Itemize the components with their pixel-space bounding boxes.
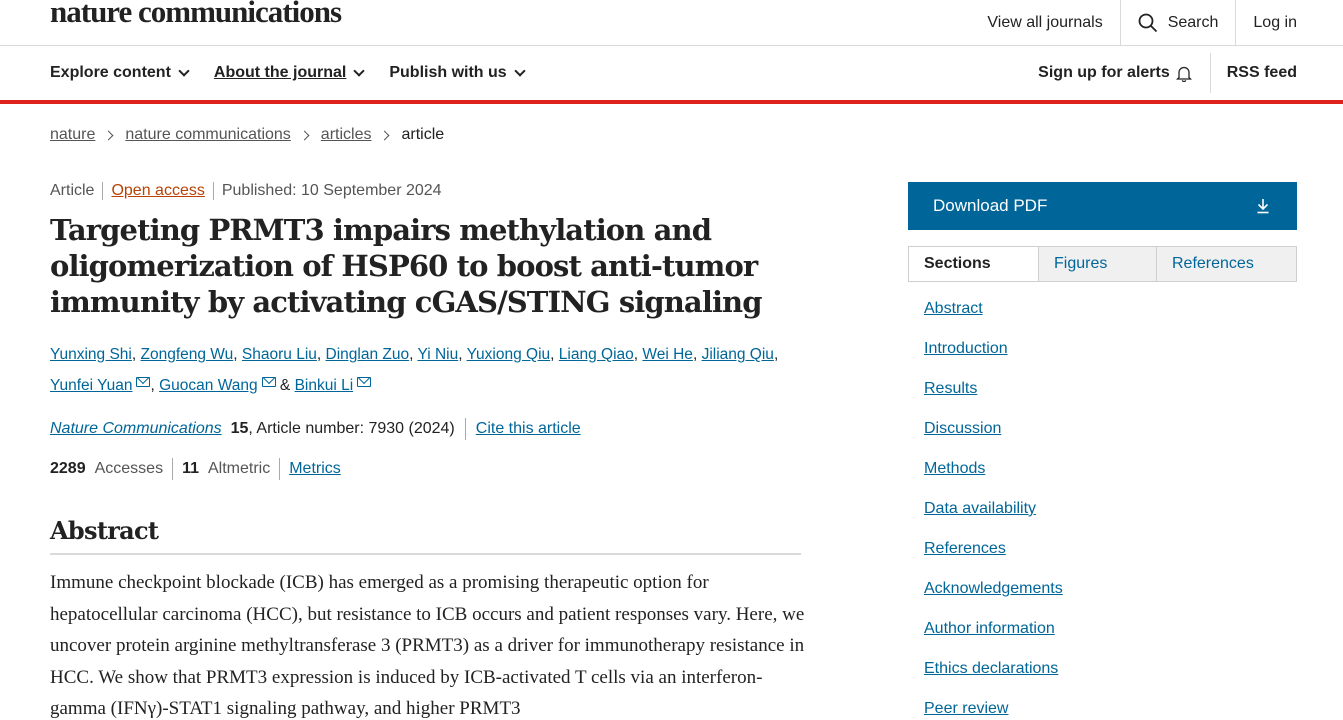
- section-link-abstract[interactable]: Abstract: [924, 300, 983, 317]
- login-link[interactable]: Log in: [1235, 0, 1343, 45]
- chevron-right-icon: [104, 130, 114, 140]
- section-link-results[interactable]: Results: [924, 380, 978, 397]
- author-link[interactable]: Dinglan Zuo: [325, 346, 410, 363]
- chevron-down-icon: [354, 65, 365, 76]
- author-link[interactable]: Zongfeng Wu: [140, 346, 234, 363]
- breadcrumb: [50, 126, 444, 144]
- divider: [172, 458, 173, 480]
- sidebar-tabs: [908, 246, 1297, 282]
- list-item: [924, 300, 1063, 340]
- metrics-link[interactable]: Metrics: [289, 460, 341, 477]
- author-link[interactable]: Shaoru Liu: [241, 346, 317, 363]
- list-item: [924, 700, 1063, 720]
- nav-publish-with-us[interactable]: [389, 64, 523, 82]
- chevron-down-icon: [514, 65, 525, 76]
- accesses-label: Accesses: [94, 460, 164, 477]
- mail-icon[interactable]: [357, 377, 371, 387]
- tab-sections[interactable]: Sections: [909, 247, 1038, 281]
- nav-label: About the journal: [213, 64, 347, 81]
- journal-link[interactable]: Nature Communications: [50, 420, 222, 437]
- section-link-author-information[interactable]: Author information: [924, 620, 1055, 637]
- view-all-journals-link[interactable]: View all journals: [987, 13, 1103, 31]
- section-link-introduction[interactable]: Introduction: [924, 340, 1008, 357]
- nav-right-links: [1038, 46, 1297, 100]
- chevron-right-icon: [299, 130, 309, 140]
- list-item: [924, 540, 1063, 580]
- author-link[interactable]: Binkui Li: [294, 377, 354, 394]
- list-item: [924, 340, 1063, 380]
- abstract-heading: Abstract: [50, 516, 801, 555]
- list-item: [924, 660, 1063, 700]
- chevron-right-icon: [380, 130, 390, 140]
- list-item: [924, 380, 1063, 420]
- author-link[interactable]: Yuxiong Qiu: [466, 346, 551, 363]
- section-link-discussion[interactable]: Discussion: [924, 420, 1002, 437]
- section-link-methods[interactable]: Methods: [924, 460, 986, 477]
- article-number: , Article number: 7930 (2024): [248, 420, 455, 437]
- author-link[interactable]: Jiliang Qiu: [701, 346, 774, 363]
- accesses-count: 2289: [50, 460, 86, 477]
- altmetric-label: Altmetric: [207, 460, 271, 477]
- abstract-text: Immune checkpoint blockade (ICB) has emerged as a promising therapeutic option for hepatocellular carcinoma (HCC), but resistance to ICB occurs and patient responses vary. Here, we uncover protein arginine methyltransferase 3 (PRMT3) as a driver for immunotherapy resistance in HCC. We show that PRMT3 expression is induced by ICB-activated T cells via an interferon-gamma (IFNγ)-STAT1 signaling pathway, and higher PRMT3: [50, 572, 805, 719]
- section-link-acknowledgements[interactable]: Acknowledgements: [924, 580, 1063, 597]
- top-right-links: [970, 0, 1343, 45]
- download-icon: [1256, 198, 1270, 214]
- open-access-link[interactable]: Open access: [111, 182, 205, 199]
- article-type: Article: [50, 182, 95, 199]
- sign-up-alerts-link[interactable]: [1038, 64, 1192, 82]
- list-item: [924, 500, 1063, 540]
- author-link[interactable]: Yunfei Yuan: [50, 377, 133, 394]
- section-link-ethics-declarations[interactable]: Ethics declarations: [924, 660, 1059, 677]
- nav-label: Explore content: [50, 64, 171, 81]
- author-link[interactable]: Liang Qiao: [558, 346, 634, 363]
- section-link-data-availability[interactable]: Data availability: [924, 500, 1037, 517]
- mail-icon[interactable]: [136, 377, 150, 387]
- sections-list: [924, 300, 1063, 720]
- list-item: [924, 420, 1063, 460]
- nav-menu: [50, 46, 524, 100]
- breadcrumb-item-articles[interactable]: articles: [320, 126, 372, 143]
- list-item: [924, 580, 1063, 620]
- divider: [465, 418, 466, 440]
- section-link-references[interactable]: References: [924, 540, 1006, 557]
- breadcrumb-item-article: article: [401, 126, 445, 143]
- author-list: Yunxing Shi, Zongfeng Wu, Shaoru Liu, Dinglan Zuo, Yi Niu, Yuxiong Qiu, Liang Qiao, Wei He, Jiliang Qiu, Yunfei Yuan , Guocan Wang & Binkui Li: [50, 346, 779, 394]
- chevron-down-icon: [178, 65, 189, 76]
- author-link[interactable]: Guocan Wang: [159, 377, 258, 394]
- tab-figures[interactable]: Figures: [1038, 247, 1156, 281]
- top-bar: [0, 0, 1343, 46]
- author-link[interactable]: Yunxing Shi: [50, 346, 132, 363]
- article-title: Targeting PRMT3 impairs methylation and oligomerization of HSP60 to boost anti-tumor immunity by activating cGAS/STING signaling: [50, 213, 762, 319]
- cite-article-link[interactable]: Cite this article: [475, 420, 581, 437]
- site-logo[interactable]: nature communications: [50, 0, 342, 29]
- breadcrumb-item-nature[interactable]: nature: [50, 126, 96, 143]
- author-link[interactable]: Wei He: [642, 346, 693, 363]
- tab-references[interactable]: References: [1156, 247, 1296, 281]
- breadcrumb-item-nature-communications[interactable]: nature communications: [125, 126, 291, 143]
- nav-about-the-journal[interactable]: [214, 64, 363, 82]
- altmetric-count: 11: [182, 460, 199, 477]
- main-nav: [0, 46, 1343, 100]
- divider: [213, 182, 214, 200]
- published-date: Published: 10 September 2024: [221, 182, 442, 199]
- alerts-label: Sign up for alerts: [1038, 64, 1170, 81]
- mail-icon[interactable]: [262, 377, 276, 387]
- section-link-peer-review[interactable]: Peer review: [924, 700, 1009, 717]
- search-label: Search: [1167, 13, 1219, 31]
- nav-explore-content[interactable]: [50, 64, 188, 82]
- divider: [1210, 53, 1211, 93]
- citation-line: [50, 418, 581, 440]
- author-link[interactable]: Yi Niu: [417, 346, 459, 363]
- list-item: [924, 460, 1063, 500]
- rss-feed-link[interactable]: RSS feed: [1226, 64, 1297, 81]
- divider: [102, 182, 103, 200]
- search-icon: [1138, 13, 1158, 33]
- metrics-line: [50, 458, 341, 480]
- article-meta: [50, 182, 442, 200]
- divider: [279, 458, 280, 480]
- volume: 15: [230, 420, 249, 437]
- download-pdf-label: Download PDF: [933, 196, 1048, 215]
- list-item: [924, 620, 1063, 660]
- bell-icon: [1176, 65, 1192, 82]
- search-button[interactable]: [1120, 0, 1236, 45]
- accent-divider: [0, 100, 1343, 104]
- download-pdf-button[interactable]: [908, 182, 1297, 230]
- nav-label: Publish with us: [389, 64, 507, 81]
